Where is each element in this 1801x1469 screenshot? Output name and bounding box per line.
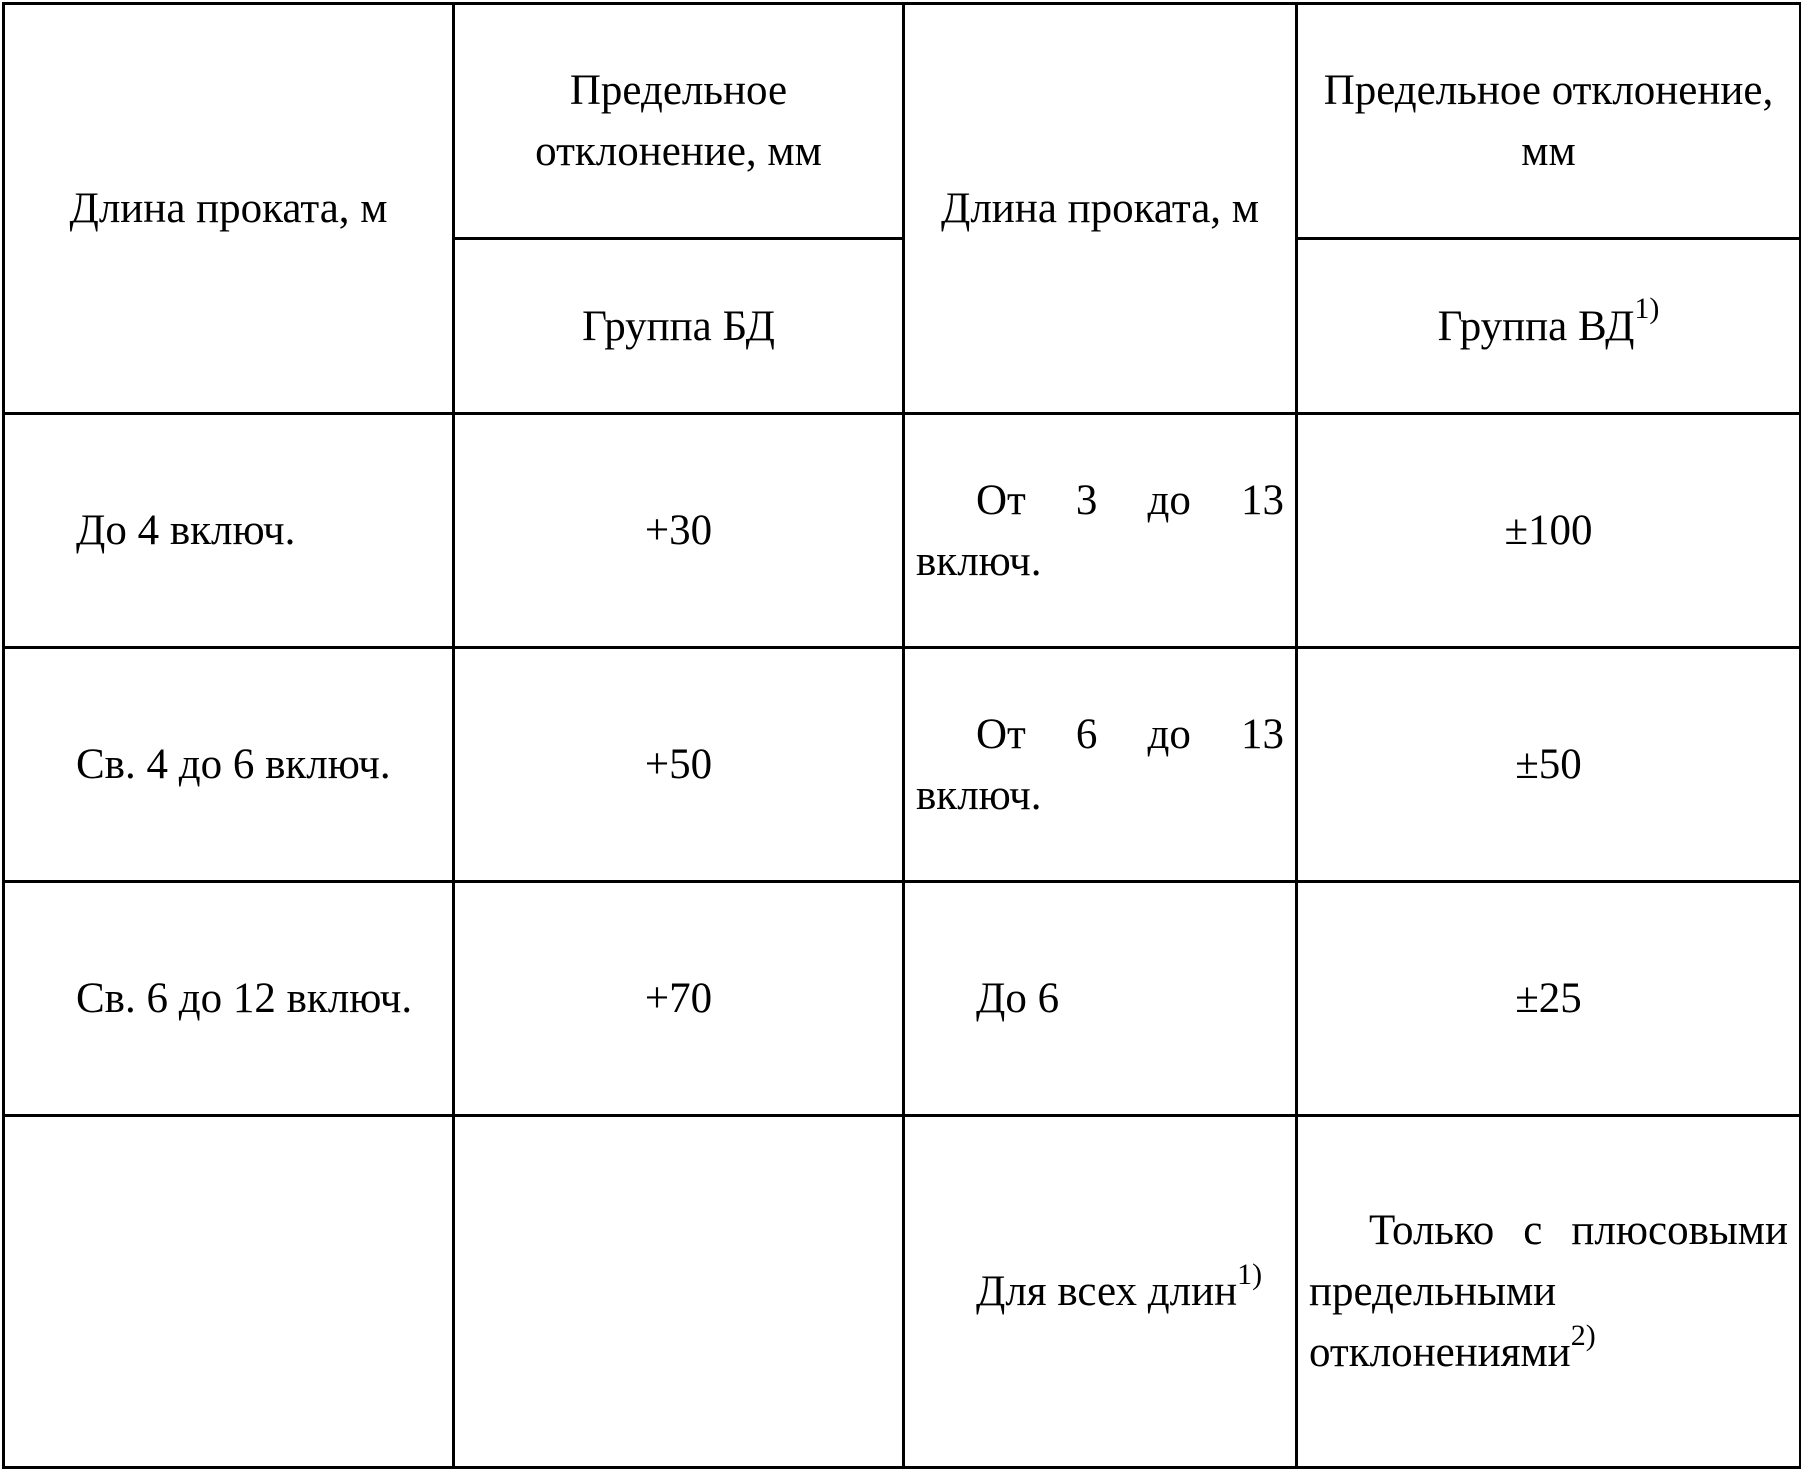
right-value-cell <box>1297 882 1801 1116</box>
right-value-text: ±50 <box>1515 741 1582 788</box>
deviation-table <box>2 2 1801 1469</box>
group-bd-text: Группа БД <box>582 302 775 350</box>
left-length-text: Св. 6 до 12 включ. <box>76 975 413 1022</box>
header-left-length <box>4 4 454 414</box>
right-value-cell <box>1297 1116 1801 1468</box>
right-length-text: От 6 до 13 включ. <box>916 710 1284 819</box>
left-length-cell <box>4 648 454 882</box>
right-value-text: Только с плюсовыми предельными отклонениями <box>1309 1207 1788 1376</box>
header-right-length-text: Длина проката, м <box>941 185 1259 232</box>
left-length-text: Св. 4 до 6 включ. <box>76 741 391 788</box>
left-value-text: +50 <box>644 741 713 788</box>
right-length-cell <box>904 882 1297 1116</box>
header-right-deviation <box>1297 4 1801 239</box>
right-value-text: ±25 <box>1515 975 1582 1022</box>
left-value-cell <box>454 414 904 648</box>
header-left-length-text: Длина проката, м <box>69 185 388 232</box>
header-right-length <box>904 4 1297 414</box>
left-value-text: +70 <box>644 975 713 1022</box>
left-value-cell <box>454 882 904 1116</box>
right-length-text: От 3 до 13 включ. <box>916 476 1284 585</box>
left-value-text: +30 <box>644 507 713 554</box>
table-row <box>4 1116 1801 1468</box>
table-row <box>4 648 1801 882</box>
right-length-footnote: 1) <box>1237 1257 1263 1291</box>
left-length-text: До 4 включ. <box>76 507 296 554</box>
left-length-cell <box>4 414 454 648</box>
left-value-cell-empty <box>454 1116 904 1468</box>
table-row <box>4 882 1801 1116</box>
right-value-cell <box>1297 414 1801 648</box>
header-row <box>4 4 1801 239</box>
left-length-cell <box>4 882 454 1116</box>
header-left-deviation <box>454 4 904 239</box>
header-left-deviation-text: Предельное отклонение, мм <box>535 67 822 175</box>
right-length-text: До 6 <box>976 975 1060 1022</box>
group-vd-text: Группа ВД <box>1437 302 1635 350</box>
header-group-bd <box>454 239 904 414</box>
right-length-text: Для всех длин <box>976 1268 1238 1315</box>
table-row <box>4 414 1801 648</box>
right-length-cell <box>904 1116 1297 1468</box>
right-value-text: ±100 <box>1504 507 1593 554</box>
left-value-cell <box>454 648 904 882</box>
left-length-cell-empty <box>4 1116 454 1468</box>
group-vd-footnote: 1) <box>1634 292 1660 326</box>
right-value-footnote: 2) <box>1570 1318 1596 1352</box>
right-value-cell <box>1297 648 1801 882</box>
right-length-cell <box>904 414 1297 648</box>
header-right-deviation-text: Предельное отклонение, мм <box>1323 67 1774 175</box>
header-group-vd <box>1297 239 1801 414</box>
right-length-cell <box>904 648 1297 882</box>
